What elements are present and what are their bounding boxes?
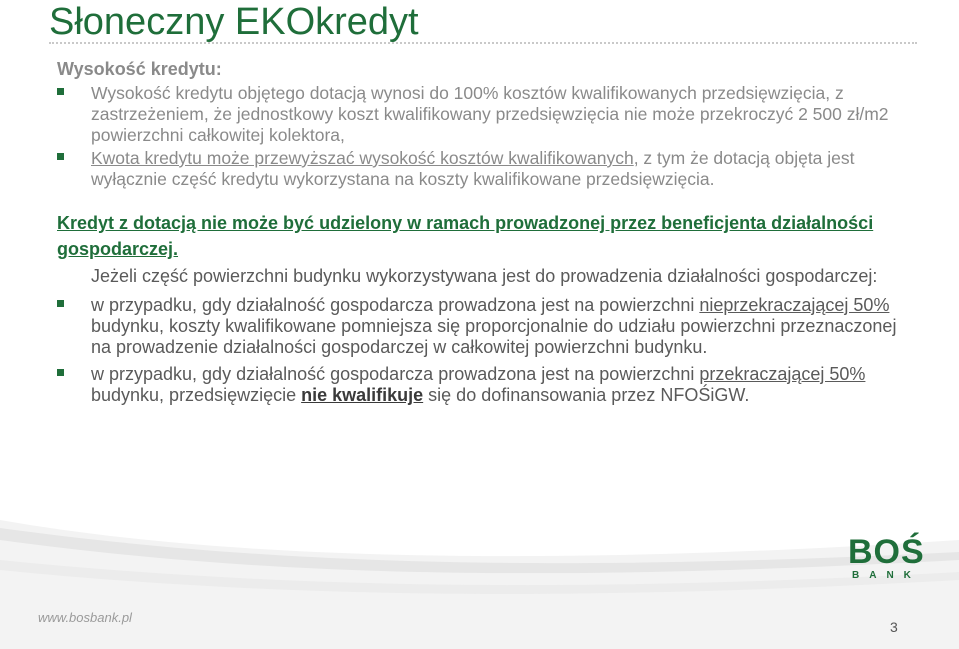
logo-wordmark: BOŚ (848, 533, 925, 571)
list-item-text: budynku, koszty kwalifikowane pomniejsza się proporcjonalnie do udziału powierzchni przeznaczonej na prowadzenie działalności gospodarczej w całkowitej powierzchni budynku. (91, 316, 897, 357)
logo-subtext: BANK (852, 570, 921, 581)
restriction-heading: Kredyt z dotacją nie może być udzielony w ramach prowadzonej przez beneficjenta działalności gospodarczej. (57, 213, 874, 259)
section-heading-loan-amount: Wysokość kredytu: (57, 59, 222, 79)
footer-swoosh-graphic (0, 500, 959, 649)
page-title: Słoneczny EKOkredyt (49, 1, 419, 43)
underlined-text: Kwota kredytu może przewyższać wysokość kosztów kwalifikowanych (91, 148, 634, 168)
list-item-text: Wysokość kredytu objętego dotacją wynosi do 100% kosztów kwalifikowanych przedsięwzięcia, z zastrzeżeniem, że jednostkowy koszt kwalifikowany przedsięwzięcia nie może przekroczyć 2 500 zł/m2 powierzchni całkowitej kolektora, (91, 83, 889, 145)
list-item-text: budynku, przedsięwzięcie (91, 385, 302, 405)
bullet-icon (57, 153, 64, 160)
business-cases-list (57, 295, 917, 406)
title-divider (49, 42, 917, 44)
bullet-icon (57, 300, 64, 307)
emphasis-text: nie kwalifikuje (301, 385, 424, 405)
bullet-icon (57, 88, 64, 95)
bos-bank-logo (848, 534, 928, 584)
loan-amount-list (57, 83, 917, 190)
footer-url: www.bosbank.pl (38, 610, 132, 625)
list-item (57, 295, 917, 358)
page-number: 3 (890, 619, 898, 635)
list-item-text: , z tym że dotacją objęta jest wyłącznie część kredytu wykorzystana na koszty kwalifikowane przedsięwzięcia. (91, 148, 855, 189)
slide-content (57, 58, 917, 412)
business-intro: Jeżeli część powierzchni budynku wykorzystywana jest do prowadzenia działalności gospodarczej: (91, 266, 878, 286)
list-item-text: w przypadku, gdy działalność gospodarcza prowadzona jest na powierzchni (91, 364, 700, 384)
list-item (57, 148, 917, 190)
list-item-text: w przypadku, gdy działalność gospodarcza prowadzona jest na powierzchni (91, 295, 700, 315)
bullet-icon (57, 369, 64, 376)
list-item-text: się do dofinansowania przez NFOŚiGW. (423, 385, 750, 405)
list-item (57, 364, 917, 406)
list-item (57, 83, 917, 146)
underlined-text: nieprzekraczającej 50% (699, 295, 890, 315)
underlined-text: przekraczającej 50% (699, 364, 866, 384)
